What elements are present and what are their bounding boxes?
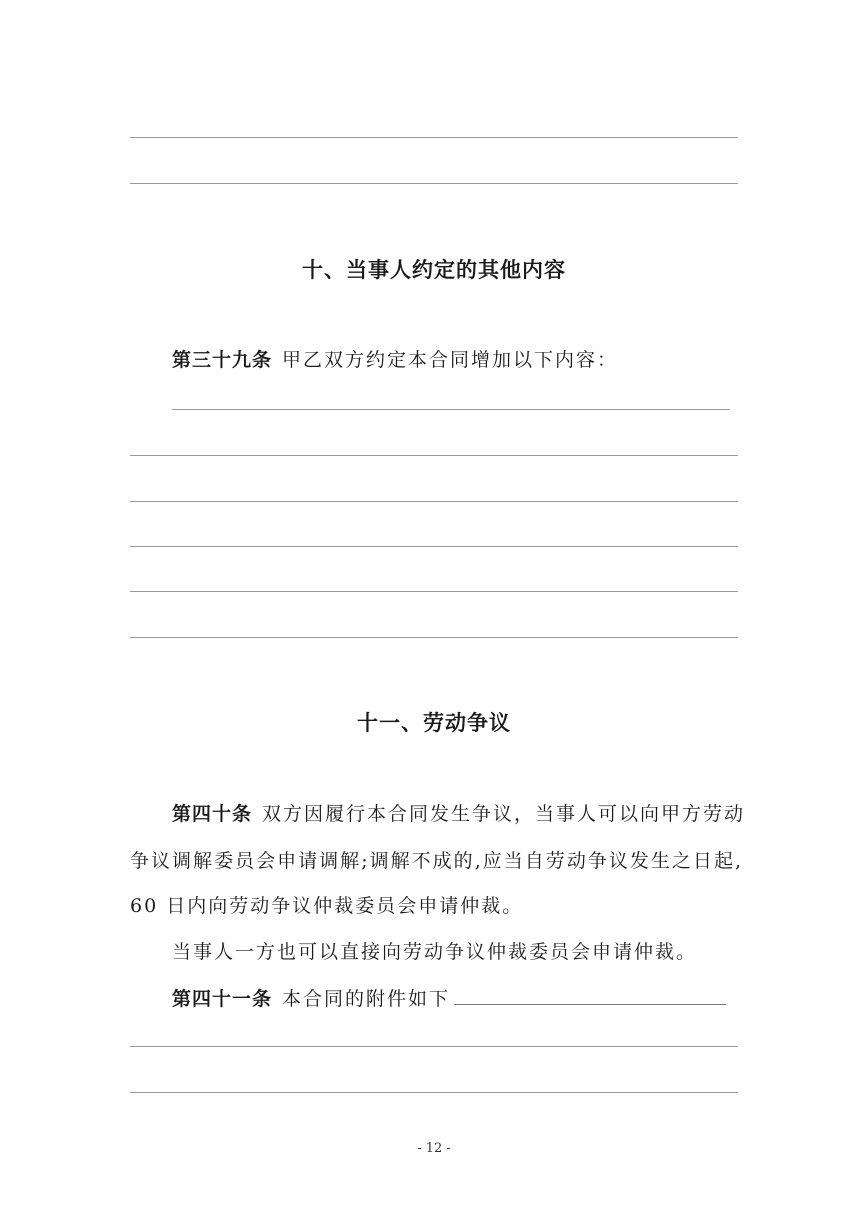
article-text: 甲乙双方约定本合同增加以下内容： xyxy=(282,349,619,371)
blank-line xyxy=(172,409,730,410)
blank-line xyxy=(130,637,738,638)
blank-line xyxy=(130,137,738,138)
blank-line xyxy=(454,1003,726,1005)
article-40-line-3: 60 日内向劳动争议仲裁委员会申请仲裁。 xyxy=(130,895,524,917)
blank-line xyxy=(130,1046,738,1047)
section-heading-11: 十一、劳动争议 xyxy=(357,711,511,735)
blank-line xyxy=(130,546,738,547)
blank-line xyxy=(130,455,738,456)
blank-line xyxy=(130,591,738,592)
blank-line xyxy=(130,183,738,184)
article-text: 双方因履行本合同发生争议，当事人可以向甲方劳动 xyxy=(262,803,746,825)
article-label: 第四十条 xyxy=(172,803,253,825)
blank-line xyxy=(130,501,738,502)
page-number: - 12 - xyxy=(417,1141,451,1156)
article-text: 本合同的附件如下 xyxy=(282,988,451,1010)
blank-line xyxy=(130,1092,738,1093)
article-label: 第三十九条 xyxy=(172,349,273,371)
section-heading-10: 十、当事人约定的其他内容 xyxy=(302,258,566,282)
article-40-line-2: 争议调解委员会申请调解;调解不成的,应当自劳动争议发生之日起, xyxy=(130,850,742,872)
article-label: 第四十一条 xyxy=(172,988,273,1010)
article-39 xyxy=(172,345,618,372)
article-40-line-4: 当事人一方也可以直接向劳动争议仲裁委员会申请仲裁。 xyxy=(172,941,698,963)
article-41 xyxy=(172,984,726,1011)
article-40-line-1 xyxy=(172,799,746,826)
